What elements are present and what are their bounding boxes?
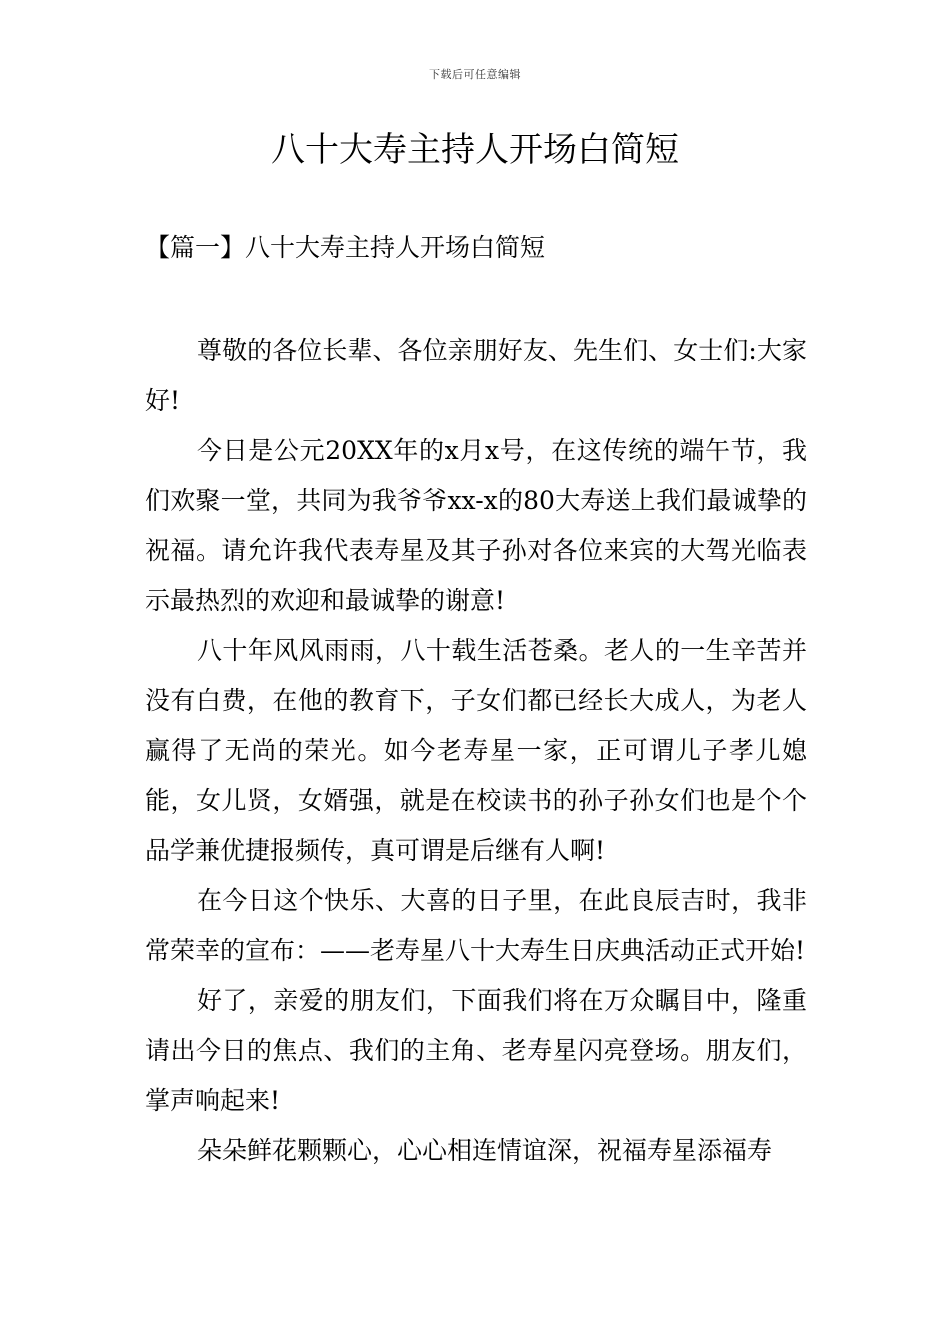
paragraph-welcome: 今日是公元20XX年的x月x号，在这传统的端午节，我们欢聚一堂，共同为我爷爷xx-x的80大寿送上我们最诚挚的祝福。请允许我代表寿星及其子孙对各位来宾的大驾光临表示最热烈的欢迎和最诚挚的谢意!	[145, 436, 807, 615]
document-title: 八十大寿主持人开场白简短	[271, 130, 679, 170]
paragraph-announcement: 在今日这个快乐、大喜的日子里，在此良辰吉时，我非常荣幸的宣布：——老寿星八十大寿生日庆典活动正式开始!	[145, 886, 807, 965]
paragraph-invitation: 好了，亲爱的朋友们，下面我们将在万众瞩目中，隆重请出今日的焦点、我们的主角、老寿星闪亮登场。朋友们，掌声响起来!	[145, 986, 807, 1115]
section-heading: 【篇一】八十大寿主持人开场白简短	[145, 233, 546, 262]
paragraph-blessing: 朵朵鲜花颗颗心，心心相连情谊深，祝福寿星添福寿	[197, 1136, 773, 1165]
document-body	[145, 326, 807, 1176]
header-note: 下载后可任意编辑	[429, 68, 521, 81]
paragraph-life-review: 八十年风风雨雨，八十载生活苍桑。老人的一生辛苦并没有白费，在他的教育下，子女们都已经长大成人，为老人赢得了无尚的荣光。如今老寿星一家，正可谓儿子孝儿媳能，女儿贤，女婿强，就是在校读书的孙子孙女们也是个个品学兼优捷报频传，真可谓是后继有人啊!	[145, 636, 807, 865]
paragraph-greeting: 尊敬的各位长辈、各位亲朋好友、先生们、女士们:大家好!	[145, 336, 807, 415]
